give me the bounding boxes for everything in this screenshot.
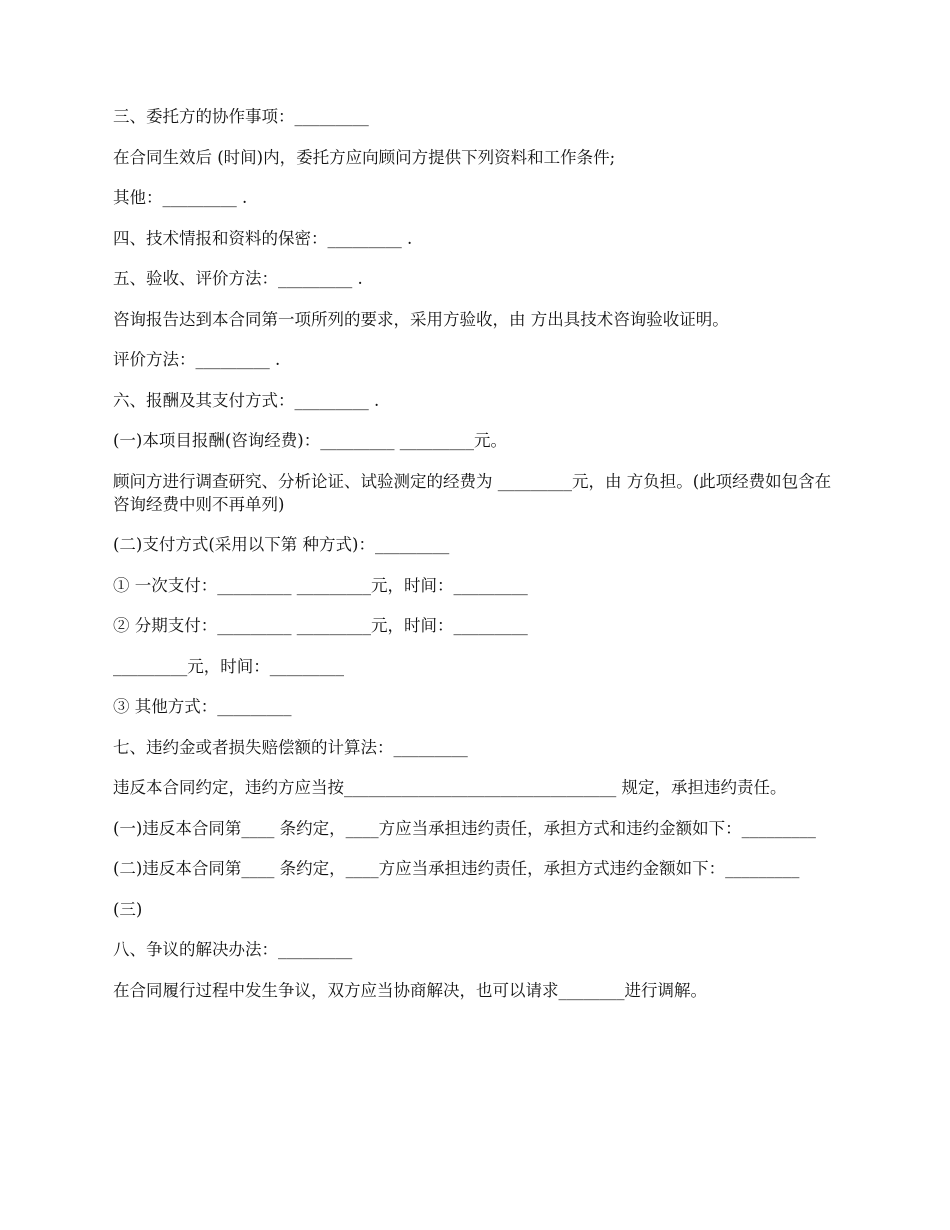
section-7-item-1: (一)违反本合同第____ 条约定，____方应当承担违约责任，承担方式和违约金额如下：_________ xyxy=(113,818,816,838)
payment-other: ③ 其他方式：_________ xyxy=(113,697,292,716)
section-7-breach: 违反本合同约定，违约方应当按_________________________________ 规定，承担违约责任。 xyxy=(113,778,787,797)
payment-installment: ② 分期支付：_________ _________元，时间：_________ xyxy=(113,616,528,635)
section-6-fee: (一)本项目报酬(咨询经费)：_________ _________元。 xyxy=(113,431,507,450)
section-5-heading: 五、验收、评价方法：_________ . xyxy=(113,269,363,288)
payment-installment-cont: _________元，时间：_________ xyxy=(113,656,344,676)
section-6-heading: 六、报酬及其支付方式：_________ . xyxy=(113,390,380,410)
section-3-heading: 三、委托方的协作事项：_________ xyxy=(113,107,369,126)
section-6-payment-method: (二)支付方式(采用以下第 种方式)：_________ xyxy=(113,535,450,554)
section-6-expenses: 顾问方进行调查研究、分析论证、试验测定的经费为 _________元，由 方负担。(此项经费如包含在咨询经费中则不再单列) xyxy=(113,471,832,514)
section-8-heading: 八、争议的解决办法：_________ xyxy=(113,940,353,959)
section-7-heading: 七、违约金或者损失赔偿额的计算法：_________ xyxy=(113,737,468,757)
section-3-text: 在合同生效后 (时间)内，委托方应向顾问方提供下列资料和工作条件; xyxy=(113,147,616,167)
section-5-acceptance: 咨询报告达到本合同第一项所列的要求，采用方验收，由 方出具技术咨询验收证明。 xyxy=(113,309,729,329)
section-7-item-3: (三) xyxy=(113,899,143,919)
section-8-text: 在合同履行过程中发生争议，双方应当协商解决，也可以请求________进行调解。 xyxy=(113,980,707,1000)
payment-lump-sum: ① 一次支付：_________ _________元，时间：_________ xyxy=(113,575,528,595)
section-5-evaluation: 评价方法：_________ . xyxy=(113,350,281,369)
section-3-other: 其他：_________ . xyxy=(113,188,248,207)
section-7-item-2: (二)违反本合同第____ 条约定，____方应当承担违约责任，承担方式违约金额如下：_________ xyxy=(113,859,800,878)
section-4-heading: 四、技术情报和资料的保密：_________ . xyxy=(113,228,413,248)
document-body xyxy=(113,105,838,1019)
